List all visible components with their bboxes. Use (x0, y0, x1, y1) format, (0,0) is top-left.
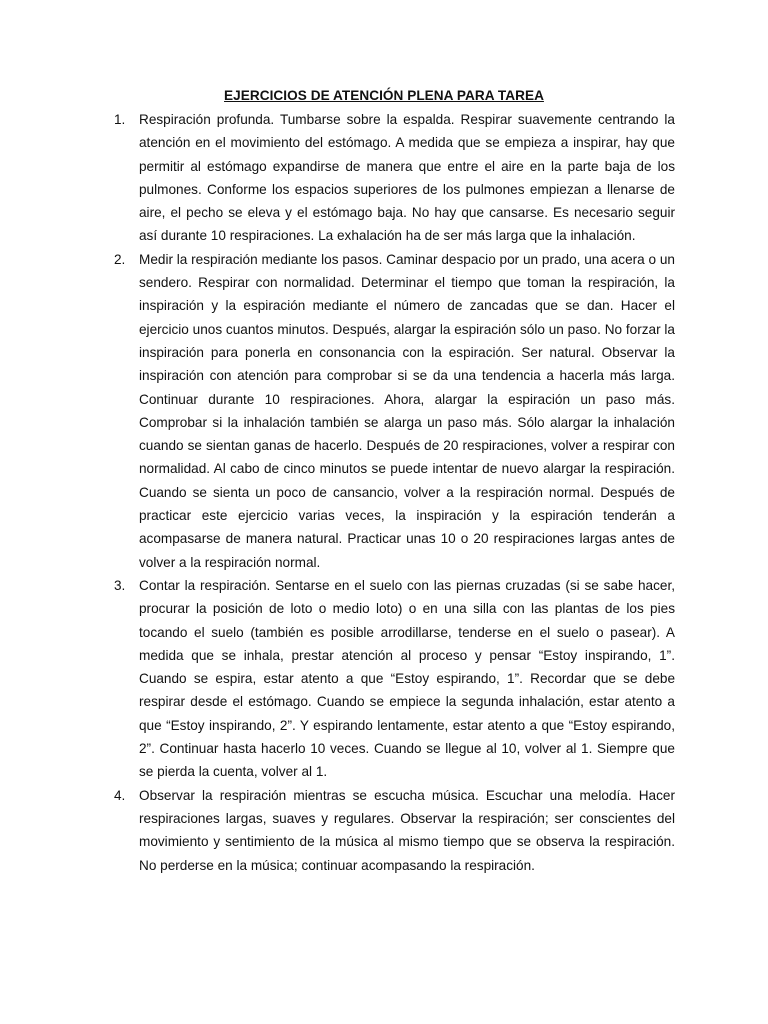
item-number: 4. (114, 787, 126, 803)
item-text: Medir la respiración mediante los pasos. Caminar despacio por un prado, una acera o un sendero. Respirar con normalidad. Determinar el tiempo que toman la respiración, la inspiración y la espiración mediante el número de zancadas que se dan. Hacer el ejercicio unos cuantos minutos. Después, alargar la espiración sólo un paso. No forzar la inspiración para ponerla en consonancia con la espiración. Ser natural. Observar la inspiración con atención para comprobar si se da una tendencia a hacerla más larga. Continuar durante 10 respiraciones. Ahora, alargar la espiración un paso más. Comprobar si la inhalación también se alarga un paso más. Sólo alargar la inhalación cuando se sientan ganas de hacerlo. Después de 20 respiraciones, volver a respirar con normalidad. Al cabo de cinco minutos se puede intentar de nuevo alargar la respiración. Cuando se sienta un poco de cansancio, volver a la respiración normal. Después de practicar este ejercicio varias veces, la inspiración y la espiración tenderán a acompasarse de manera natural. Practicar unas 10 o 20 respiraciones largas antes de volver a la respiración normal. (139, 251, 675, 570)
item-text: Contar la respiración. Sentarse en el suelo con las piernas cruzadas (si se sabe hacer, procurar la posición de loto o medio loto) o en una silla con las plantas de los pies tocando el suelo (también es posible arrodillarse, tenderse en el suelo o pasear). A medida que se inhala, prestar atención al proceso y pensar “Estoy inspirando, 1”. Cuando se espira, estar atento a que “Estoy espirando, 1”. Recordar que se debe respirar desde el estómago. Cuando se empiece la segunda inhalación, estar atento a que “Estoy inspirando, 2”. Y espirando lentamente, estar atento a que “Estoy espirando, 2”. Continuar hasta hacerlo 10 veces. Cuando se llegue al 10, volver al 1. Siempre que se pierda la cuenta, volver al 1. (139, 577, 675, 780)
list-item (114, 108, 675, 248)
item-text: Observar la respiración mientras se escucha música. Escuchar una melodía. Hacer respiraciones largas, suaves y regulares. Observar la respiración; ser conscientes del movimiento y sentimiento de la música al mismo tiempo que se observa la respiración. No perderse en la música; continuar acompasando la respiración. (139, 787, 675, 873)
item-text: Respiración profunda. Tumbarse sobre la espalda. Respirar suavemente centrando la atención en el movimiento del estómago. A medida que se empieza a inspirar, hay que permitir al estómago expandirse de manera que entre el aire en la parte baja de los pulmones. Conforme los espacios superiores de los pulmones empiezan a llenarse de aire, el pecho se eleva y el estómago baja. No hay que cansarse. Es necesario seguir así durante 10 respiraciones. La exhalación ha de ser más larga que la inhalación. (139, 112, 675, 244)
exercise-list (114, 108, 675, 877)
list-item (114, 574, 675, 784)
item-number: 3. (114, 577, 126, 593)
list-item (114, 784, 675, 877)
document-title: EJERCICIOS DE ATENCIÓN PLENA PARA TAREA (224, 88, 544, 103)
item-number: 2. (114, 251, 126, 267)
item-number: 1. (114, 112, 126, 127)
list-item (114, 248, 675, 574)
